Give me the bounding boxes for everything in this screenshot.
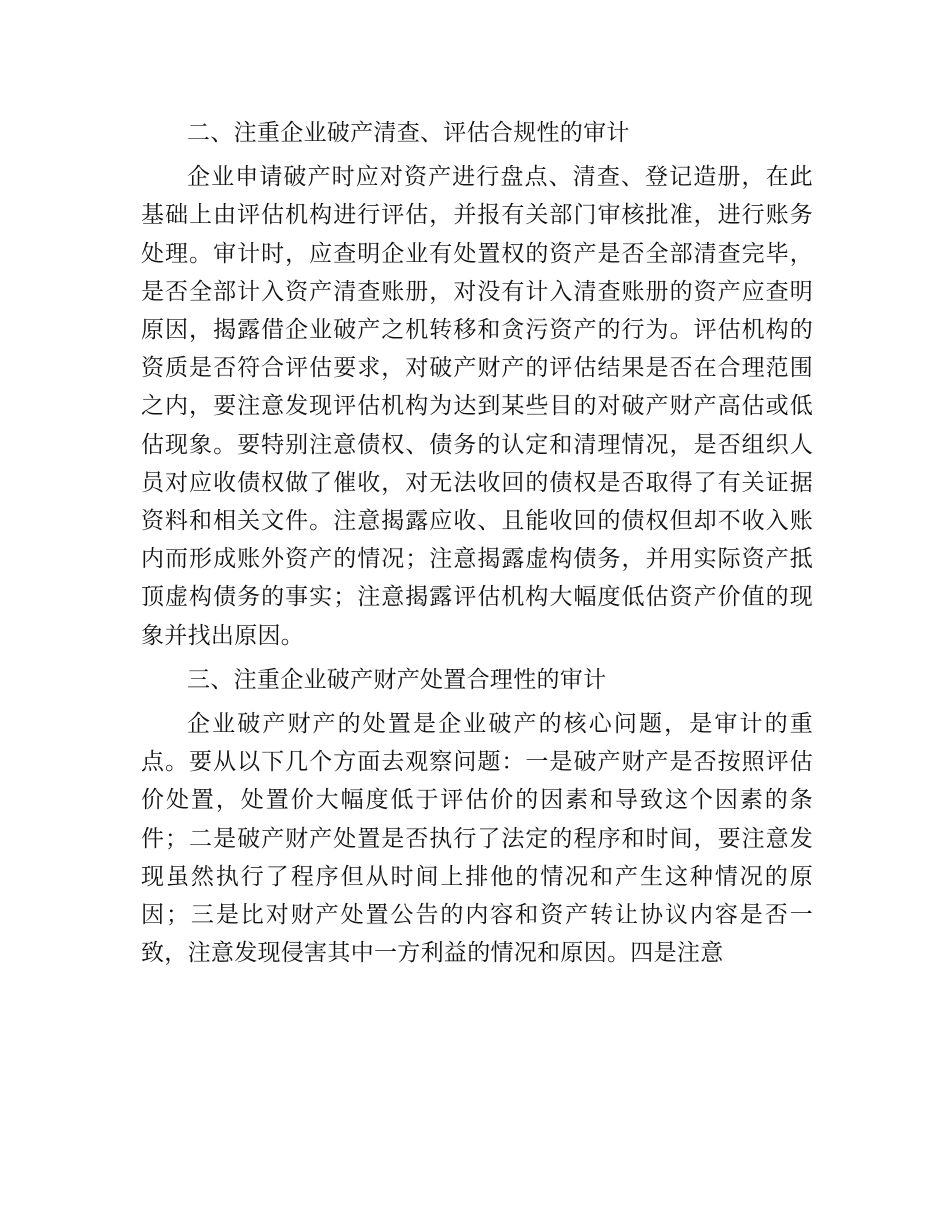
section-paragraph-3: 企业破产财产的处置是企业破产的核心问题，是审计的重点。要从以下几个方面去观察问题：一是破产财产是否按照评估价处置，处置价大幅度低于评估价的因素和导致这个因素的条件；二是破产财产处置是否执行了法定的程序和时间，要注意发现虽然执行了程序但从时间上排他的情况和产生这种情况的原因；三是比对财产处置公告的内容和资产转让协议内容是否一致，注意发现侵害其中一方利益的情况和原因。四是注意 [141, 711, 813, 967]
document-page [141, 114, 813, 972]
section-heading-3: 三、注重企业破产财产处置合理性的审计 [187, 666, 607, 693]
section-heading-2: 二、注重企业破产清查、评估合规性的审计 [187, 120, 630, 146]
section-paragraph-2: 企业申请破产时应对资产进行盘点、清查、登记造册，在此基础上由评估机构进行评估，并报有关部门审核批准，进行账务处理。审计时，应查明企业有处置权的资产是否全部清查完毕，是否全部计入资产清查账册，对没有计入清查账册的资产应查明原因，揭露借企业破产之机转移和贪污资产的行为。评估机构的资质是否符合评估要求，对破产财产的评估结果是否在合理范围之内，要注意发现评估机构为达到某些目的对破产财产高估或低估现象。要特别注意债权、债务的认定和清理情况，是否组织人员对应收债权做了催收，对无法收回的债权是否取得了有关证据资料和相关文件。注意揭露应收、且能收回的债权但却不收入账内而形成账外资产的情况；注意揭露虚构债务，并用实际资产抵顶虚构债务的事实；注意揭露评估机构大幅度低估资产价值的现象并找出原因。 [141, 164, 813, 649]
